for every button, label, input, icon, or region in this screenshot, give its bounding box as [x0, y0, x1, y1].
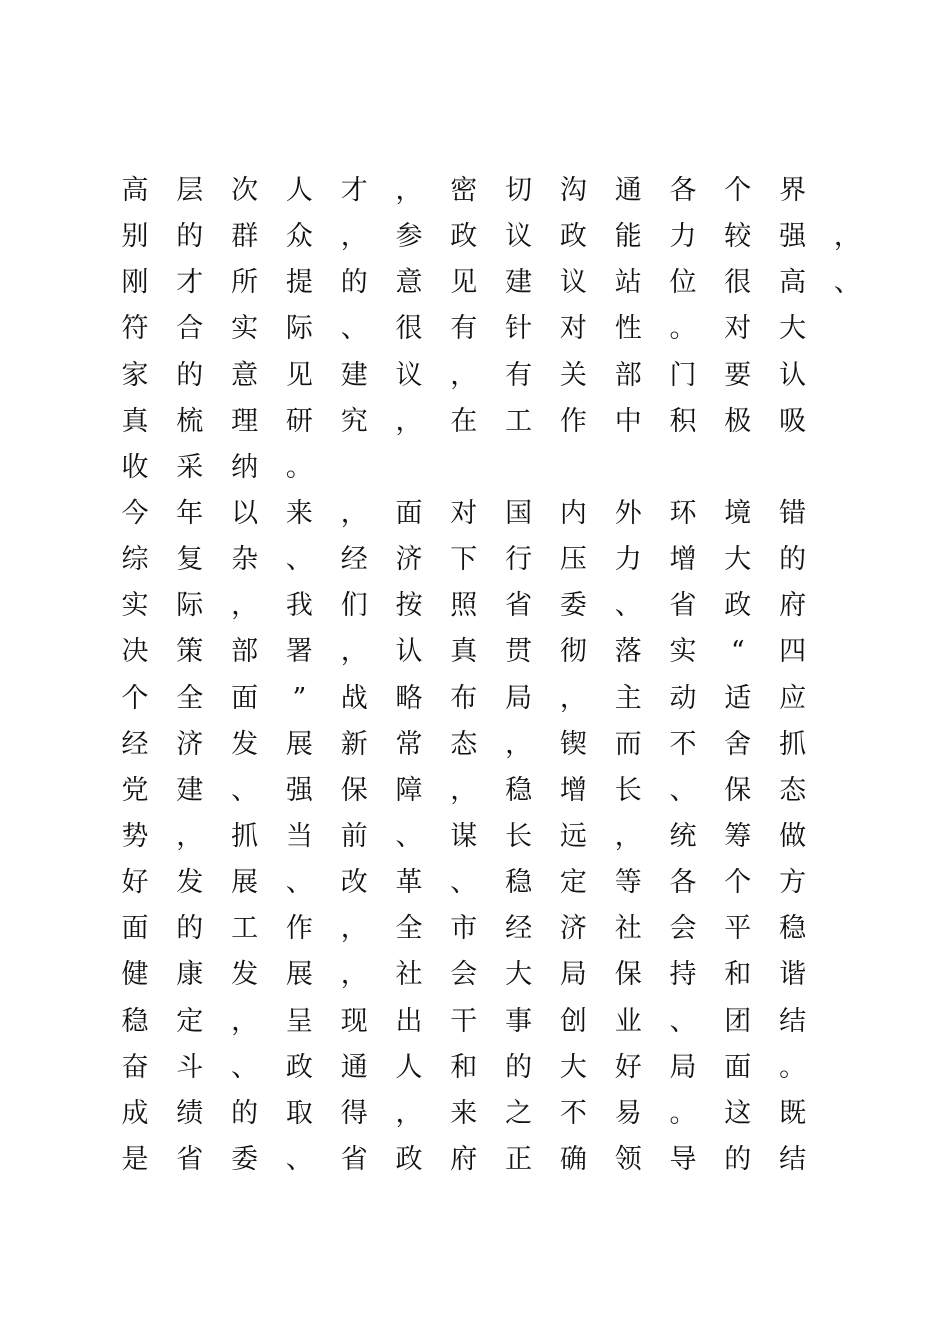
text-line: 面 的 工 作 ， 全 市 经 济 社 会 平 稳 [121, 913, 807, 945]
text-line: 奋 斗 、 政 通 人 和 的 大 好 局 面 。 [121, 1051, 807, 1083]
text-line: 收 采 纳 。 [121, 451, 313, 483]
text-line: 别 的 群 众 ， 参 政 议 政 能 力 较 强 ， [121, 221, 861, 253]
text-line: 刚 才 所 提 的 意 见 建 议 站 位 很 高 、 [121, 267, 861, 299]
text-line: 高 层 次 人 才 ， 密 切 沟 通 各 个 界 [121, 175, 807, 206]
text-line: 今 年 以 来 ， 面 对 国 内 外 环 境 错 [121, 497, 807, 529]
body-text [120, 168, 860, 1183]
text-line: 势 ， 抓 当 前 、 谋 长 远 ， 统 筹 做 [121, 820, 807, 852]
text-line: 综 复 杂 、 经 济 下 行 压 力 增 大 的 [121, 544, 807, 576]
text-line: 是 省 委 、 省 政 府 正 确 领 导 的 结 [121, 1143, 807, 1175]
text-line: 经 济 发 展 新 常 态 ， 锲 而 不 舍 抓 [121, 728, 807, 760]
text-line: 健 康 发 展 ， 社 会 大 局 保 持 和 谐 [121, 959, 807, 991]
text-line: 好 发 展 、 改 革 、 稳 定 等 各 个 方 [121, 867, 807, 899]
text-line: 个 全 面 ” 战 略 布 局 ， 主 动 适 应 [121, 682, 807, 714]
text-line: 决 策 部 署 ， 认 真 贯 彻 落 实 “ 四 [121, 636, 807, 668]
text-line: 党 建 、 强 保 障 ， 稳 增 长 、 保 态 [121, 774, 807, 806]
text-line: 实 际 ， 我 们 按 照 省 委 、 省 政 府 [121, 590, 807, 622]
text-line: 符 合 实 际 、 很 有 针 对 性 。 对 大 [121, 313, 807, 345]
text-line: 成 绩 的 取 得 ， 来 之 不 易 。 这 既 [121, 1097, 807, 1129]
text-line: 稳 定 ， 呈 现 出 干 事 创 业 、 团 结 [121, 1005, 807, 1037]
text-line: 家 的 意 见 建 议 ， 有 关 部 门 要 认 [121, 359, 807, 391]
text-line: 真 梳 理 研 究 ， 在 工 作 中 积 极 吸 [121, 405, 807, 437]
